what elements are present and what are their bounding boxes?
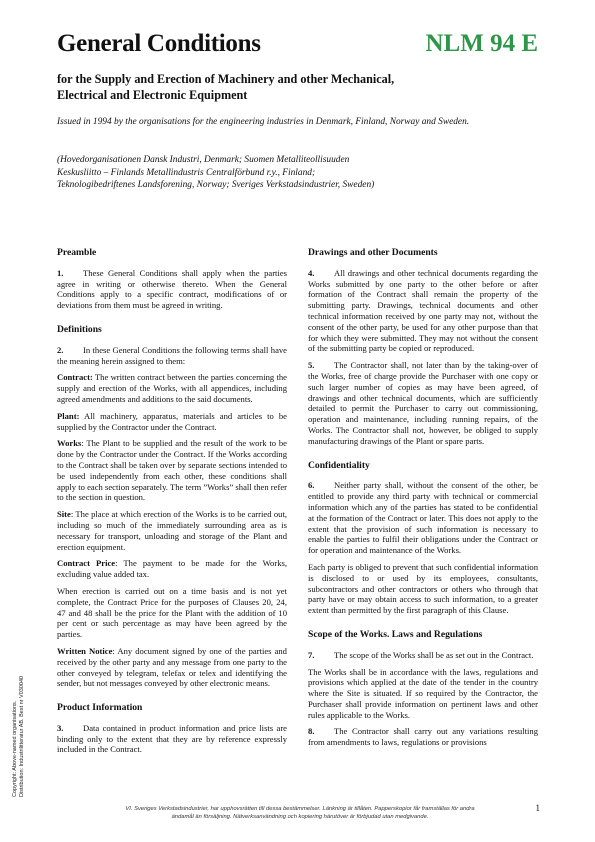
clause-4 (308, 268, 538, 354)
subtitle-line-1: for the Supply and Erection of Machinery and other Mechanical, (57, 72, 395, 86)
page-number: 1 (535, 803, 540, 813)
definition-works (57, 438, 287, 503)
clause-number: 8. (308, 726, 315, 737)
subtitle-line-2: Electrical and Electronic Equipment (57, 88, 248, 102)
term: Contract: (57, 372, 93, 383)
term: Site (57, 509, 71, 520)
footer-line-2: ändamål än försäljning. Nätverksanvändning och kopiering härutöver är förbjudad utan medgivande. (171, 814, 429, 820)
definition-text: : The place at which erection of the Works is to be carried out, including so much of the immediately surrounding area as is necessary for transport, unloading and storage of the Plant and erection equipment. (57, 509, 287, 552)
clause-number: 4. (308, 267, 315, 278)
clause-text: These General Conditions shall apply when the parties agree in writing or otherwise thereto. When the General Conditions apply to a specific contract, modifications of or deviations from them must be agreed in writing. (57, 267, 287, 311)
definition-written-notice (57, 646, 287, 689)
clause-text: Neither party shall, without the consent of the other, be entitled to provide any third party with technical or commercial information which any of the parties has stated to be confidential at the formation of the Contract or later. This does not apply to the extent that the provision of such information is necessary to enable the parties to fulfil their obligations under the Contract or for operation and maintenance of the Works. (308, 480, 538, 556)
drawings-heading: Drawings and other Documents (308, 247, 438, 258)
orgs-line-3: Teknologibedriftenes Landsforening, Norway; Sveriges Verkstadsindustrier, Sweden) (57, 180, 375, 190)
clause-text: The scope of the Works shall be as set out in the Contract. (334, 649, 534, 660)
clause-8 (308, 726, 538, 748)
product-information-heading: Product Information (57, 702, 143, 714)
definition-plant (57, 411, 287, 433)
right-column (308, 248, 538, 754)
definition-text: : The payment to be made for the Works, excluding value added tax. (57, 558, 287, 580)
issued-note: Issued in 1994 by the organisations for the engineering industries in Denmark, Finland, Norway and Sweden. (57, 117, 470, 127)
term: Contract Price (57, 558, 116, 569)
clause-text: The Contractor shall carry out any variations resulting from amendments to laws, regulations or provisions (308, 726, 538, 748)
clause-number: 1. (57, 267, 64, 278)
footer-line-1: VI. Sveriges Verkstadsindustrier, har upphovsrätten till dessa bestämmelser. Länkning är tillåten. Papperskopior får framställas för andra (125, 806, 475, 812)
clause-number: 2. (57, 344, 64, 355)
document-code: NLM 94 E (425, 30, 538, 57)
clause-text: In these General Conditions the following terms shall have the meaning herein assigned to them: (57, 344, 287, 366)
term: Works (57, 438, 82, 449)
clause-5 (308, 360, 538, 446)
definition-text: All machinery, apparatus, materials and articles to be supplied by the Contractor under the Contract. (57, 410, 287, 432)
copyright-sidebar (12, 597, 26, 797)
document-title: General Conditions (57, 30, 261, 57)
definition-text: : The Plant to be supplied and the result of the work to be done by the Contractor under the Contract. If the Works according to the Contract shall be taken over by separate sections intended to be used independently from each other, these conditions shall apply to each section separately. The term ”Works” shall then refer to the section in question. (57, 438, 287, 503)
time-basis-paragraph: When erection is carried out on a time basis and is not yet complete, the Contract Price for the purposes of Clauses 20, 24, 47 and 48 shall be the price for the Plant with the addition of 10 per cent or such percentage as may have been agreed by the parties. (57, 585, 287, 640)
preamble-heading: Preamble (57, 247, 97, 258)
orgs-line-1: (Hovedorganisationen Dansk Industri, Denmark; Suomen Metalliteollisuuden (57, 155, 350, 165)
clause-text: All drawings and other technical documents regarding the Works submitted by one party to the other before or after formation of the Contract shall remain the property of the submitting party. Drawings, technical documents and other technical information received by one party may not, without the consent of the other party, be used for any other purpose than that for which they were submitted. They may not without the consent of the submitting party be copied or reproduced. (308, 267, 538, 354)
clause-number: 5. (308, 360, 315, 371)
clause-number: 7. (308, 649, 315, 660)
scope-heading: Scope of the Works. Laws and Regulations (308, 628, 483, 640)
clause-6 (308, 480, 538, 556)
organisations-note (57, 154, 527, 192)
term: Written Notice (57, 645, 113, 656)
footer-note (90, 805, 510, 821)
definition-text: The written contract between the parties concerning the supply and erection of the Works, with all appendices, including agreed amendments and additions to the said documents. (57, 372, 287, 404)
clause-2 (57, 345, 287, 367)
clause-number: 3. (57, 722, 64, 733)
clause-number: 6. (308, 480, 315, 491)
clause-1 (57, 268, 287, 311)
definition-site (57, 509, 287, 552)
definition-contract-price (57, 558, 287, 580)
clause-7-paragraph-2: The Works shall be in accordance with the laws, regulations and provisions which applied at the date of the tender in the country where the Site is situated. If so required by the Contractor, the Purchaser shall provide information on pertinent laws and other rules applicable to the Works. (308, 666, 538, 720)
clause-7 (308, 650, 538, 661)
confidentiality-heading: Confidentiality (308, 459, 370, 471)
left-column (57, 248, 287, 761)
definition-contract (57, 372, 287, 404)
clause-text: The Contractor shall, not later than by the taking-over of the Works, free of charge provide the Purchaser with one copy or such larger number of copies as may have been agreed, of drawings and other technical documents, which are sufficiently detailed to permit the Purchaser to carry out commissioning, operation and maintenance, including running repairs, of the Works. The Contractor shall not, however, be obliged to supply manufacturing drawings of the Plant or spare parts. (308, 360, 538, 446)
distribution-line: Distribution: Industrilitteratur AB. Best nr V030040 (19, 675, 25, 797)
clause-6-paragraph-2: Each party is obliged to prevent that such confidential information is disclosed to or used by its employees, consultants, subcontractors and other contractors or others who through that party have or may obtain access to such information, to a greater extent than permitted by the first paragraph of this Clause. (308, 561, 538, 616)
copyright-line: Copyright: Above-named organisations. (12, 700, 18, 797)
document-subtitle (57, 71, 487, 103)
orgs-line-2: Keskusliitto – Finlands Metallindustris Centralförbund r.y., Finland; (57, 167, 316, 178)
term: Plant: (57, 410, 80, 421)
clause-3 (57, 723, 287, 755)
definitions-heading: Definitions (57, 323, 102, 335)
clause-text: Data contained in product information and price lists are binding only to the extent that they are by reference expressly included in the Contract. (57, 722, 287, 755)
definition-text: : Any document signed by one of the parties and received by the other party and any message from one party to the other conveyed by telegram, telefax or telex and identifying the sender, but not messages conveyed by other electronic means. (57, 645, 287, 689)
